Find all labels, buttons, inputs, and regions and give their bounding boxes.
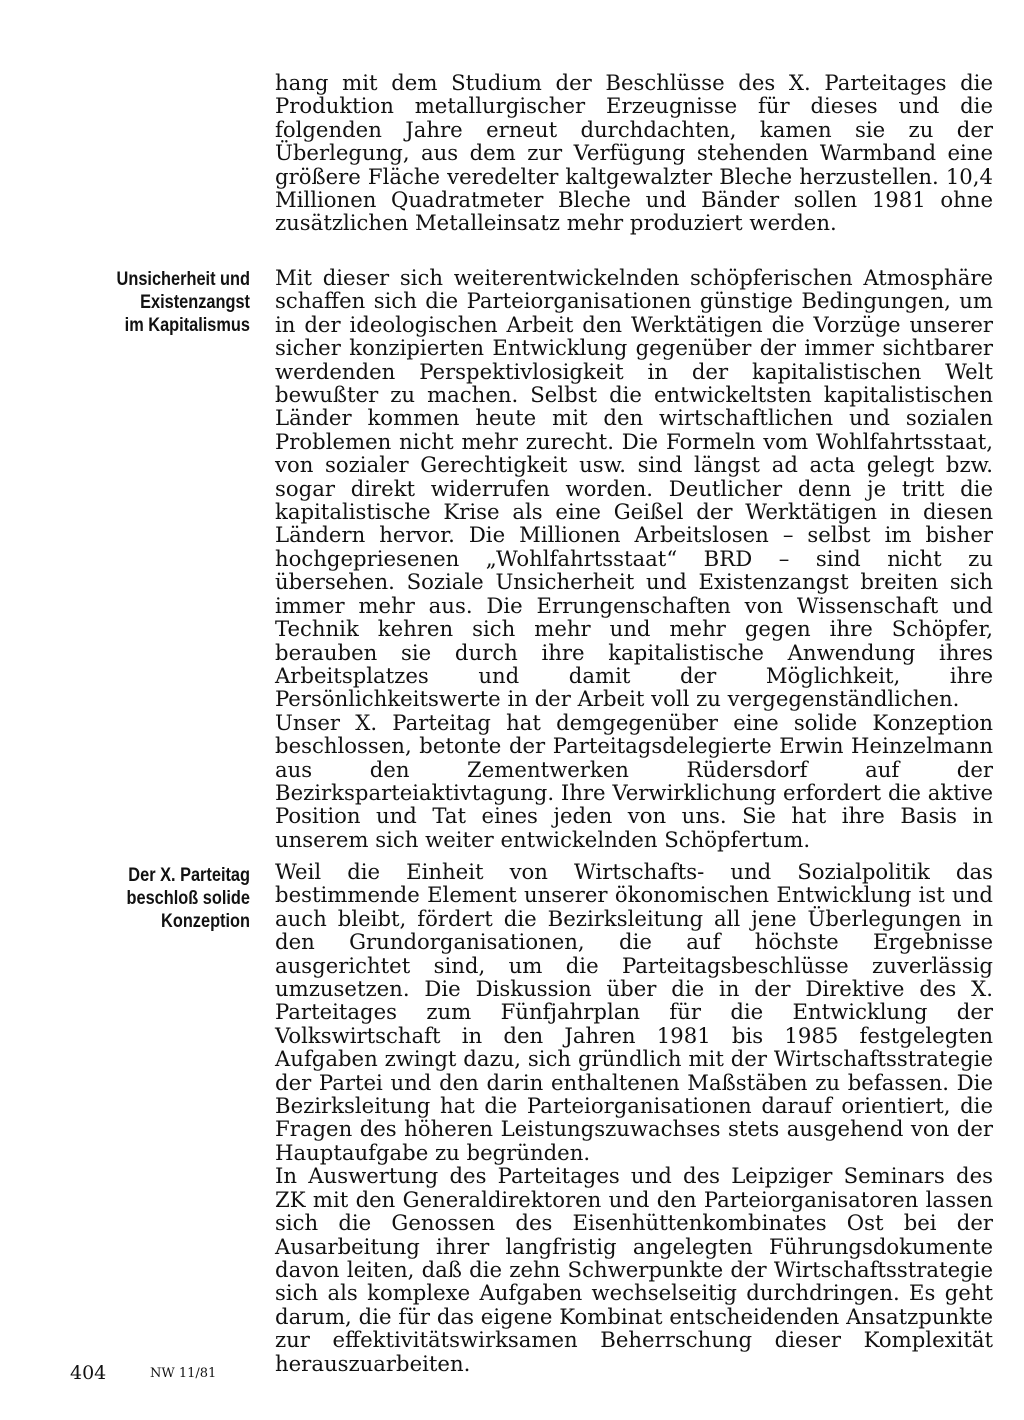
body-paragraph: Unser X. Parteitag hat demgegenüber eine solide Konzeption beschlossen, betonte der Parteitagsdelegierte Erwin Heinzelmann aus den Zementwerken Rüdersdorf auf der Bezirksparteiaktivtagung. Ihre Verwirklichung erfordert die aktive Position und Tat eines jeden von uns. Sie hat ihre Basis in unserem sich weiter entwickelnden Schöpfertum. — [275, 709, 993, 852]
margin-heading-unsicherheit — [87, 268, 250, 337]
margin-heading-parteitag — [87, 864, 250, 933]
section-parteitag-text — [275, 860, 993, 1375]
margin-heading-line: Konzeption — [161, 911, 250, 932]
margin-heading-line: Unsicherheit und — [116, 269, 250, 290]
intro-text-block — [275, 71, 993, 235]
margin-heading-line: beschloß solide — [126, 888, 250, 909]
body-paragraph: Mit dieser sich weiterentwickelnden schöpferischen Atmosphäre schaffen sich die Parteiorganisationen günstige Bedingungen, um in der ideologischen Arbeit den Werktätigen die Vorzüge unserer sicher konzipierten Entwicklung gegenüber der immer sichtbarer werdenden Perspektivlosigkeit in der kapitalistischen Welt bewußter zu machen. Selbst die entwickeltsten kapitalistischen Länder kommen heute mit den wirtschaftlichen und sozialen Problemen nicht mehr zurecht. Die Formeln vom Wohlfahrtsstaat, von sozialer Gerechtigkeit usw. sind längst ad acta gelegt bzw. sogar direkt widerrufen worden. Deutlicher denn je tritt die kapitalistische Krise als eine Geißel der Werktätigen in diesen Ländern hervor. Die Millionen Arbeitslosen – selbst im bisher hochgepriesenen „Wohlfahrtsstaat“ BRD – sind nicht zu übersehen. Soziale Unsicherheit und Existenzangst breiten sich immer mehr aus. Die Errungenschaften von Wissenschaft und Technik kehren sich mehr und mehr gegen ihre Schöpfer, berauben sie durch ihre kapitalistische Anwendung ihres Arbeitsplatzes und damit der Möglichkeit, ihre Persönlichkeitswerte in der Arbeit voll zu vergegenständlichen. — [275, 265, 993, 712]
margin-heading-line: Der X. Parteitag — [128, 865, 250, 886]
body-paragraph: In Auswertung des Parteitages und des Leipziger Seminars des ZK mit den Generaldirektoren und den Parteiorganisatoren lassen sich die Genossen des Eisenhüttenkombinates Ost bei der Ausarbeitung ihrer langfristig angelegten Führungsdokumente davon leiten, daß die zehn Schwerpunkte der Wirtschaftsstrategie sich als komplexe Aufgaben wechselseitig durchdringen. Es geht darum, die für das eigene Kombinat entscheidenden Ansatzpunkte zur effektivitätswirksamen Beherrschung dieser Komplexität herauszuarbeiten. — [275, 1163, 993, 1376]
intro-paragraph: hang mit dem Studium der Beschlüsse des X. Parteitages die Produktion metallurgischer Erzeugnisse für dieses und die folgenden Jahre erneut durchdachten, kamen sie zu der Überlegung, aus dem zur Verfügung stehenden Warmband eine größere Fläche veredelter kaltgewalzter Bleche herzustellen. 10,4 Millionen Quadratmeter Bleche und Bänder sollen 1981 ohne zusätzlichen Metalleinsatz mehr produziert werden. — [275, 70, 993, 236]
issue-label: NW 11/81 — [150, 1366, 217, 1381]
section-kapitalismus-text — [275, 266, 993, 851]
margin-heading-line: Existenzangst — [140, 292, 250, 313]
body-paragraph: Weil die Einheit von Wirtschafts- und Sozialpolitik das bestimmende Element unserer ökonomischen Entwicklung ist und auch bleibt, fördert die Bezirksleitung all jene Überlegungen in den Grundorganisationen, die auf höchste Ergebnisse ausgerichtet sind, um die Parteitagsbeschlüsse zuverlässig umzusetzen. Die Diskussion über die in der Direktive des X. Parteitages zum Fünfjahrplan für die Entwicklung der Volkswirtschaft in den Jahren 1981 bis 1985 festgelegten Aufgaben zwingt dazu, sich gründlich mit der Wirtschaftsstrategie der Partei und den darin enthaltenen Maßstäben zu befassen. Die Bezirksleitung hat die Parteiorganisationen darauf orientiert, die Fragen des höheren Leistungszuwachses stets ausgehend von der Hauptaufgabe zu begründen. — [275, 859, 993, 1165]
page-number: 404 — [70, 1362, 107, 1384]
margin-heading-line: im Kapitalismus — [124, 315, 250, 336]
